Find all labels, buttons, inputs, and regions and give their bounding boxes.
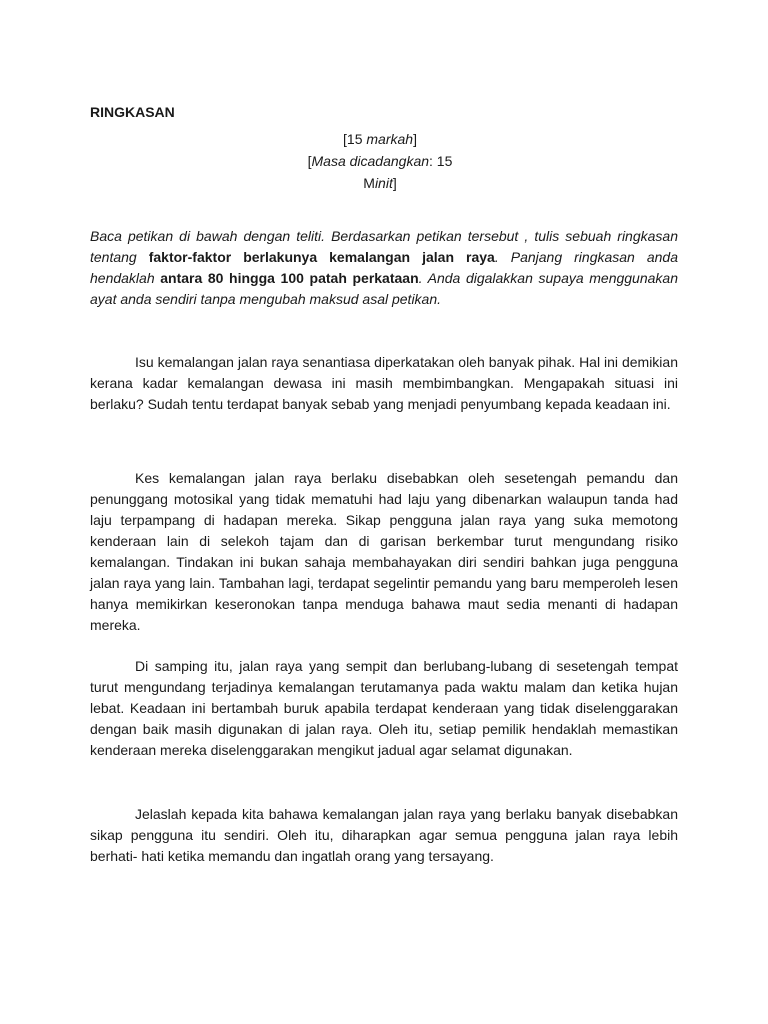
passage-paragraph-4: Jelaslah kepada kita bahawa kemalangan jalan raya yang berlaku banyak disebabkan sikap pengguna itu sendiri. Oleh itu, diharapkan agar semua pengguna jalan raya lebih berhati- hati ketika memandu dan ingatlah orang yang tersayang. [90, 806, 678, 864]
marks-and-time [300, 128, 460, 194]
marks-label: [15 markah] [343, 131, 417, 147]
passage-paragraph-2: Kes kemalangan jalan raya berlaku disebabkan oleh sesetengah pemandu dan penunggang motosikal yang tidak mematuhi had laju yang dibenarkan walaupun tanda had laju terpampang di hadapan mereka. Sikap pengguna jalan raya yang suka memotong kenderaan lain di selekoh tajam dan di garisan berkembar turut mengundang risiko kemalangan. Tindakan ini bukan sahaja membahayakan diri sendiri bahkan juga pengguna jalan raya yang lain. Tambahan lagi, terdapat segelintir pemandu yang baru memperoleh lesen hanya memikirkan keseronokan tanpa menduga bahawa maut sedia menanti di hadapan mereka. [90, 470, 678, 633]
section-title: RINGKASAN [90, 104, 175, 120]
suggested-time: [Masa dicadangkan: 15 Minit] [307, 153, 453, 191]
passage-paragraph-1: Isu kemalangan jalan raya senantiasa diperkatakan oleh banyak pihak. Hal ini demikian kerana kadar kemalangan dewasa ini masih membimbangkan. Mengapakah situasi ini berlaku? Sudah tentu terdapat banyak sebab yang menjadi penyumbang kepada keadaan ini. [90, 354, 678, 412]
instructions: Baca petikan di bawah dengan teliti. Berdasarkan petikan tersebut , tulis sebuah ringkasan tentang faktor-faktor berlakunya kemalangan jalan raya. Panjang ringkasan anda hendaklah antara 80 hingga 100 patah perkataan. Anda digalakkan supaya menggunakan ayat anda sendiri tanpa mengubah maksud asal petikan. [90, 228, 678, 307]
passage-paragraph-3: Di samping itu, jalan raya yang sempit dan berlubang-lubang di sesetengah tempat turut mengundang terjadinya kemalangan terutamanya pada waktu malam dan ketika hujan lebat. Keadaan ini bertambah buruk apabila terdapat kenderaan yang tidak diselenggarakan dengan baik masih digunakan di jalan raya. Oleh itu, setiap pemilik hendaklah memastikan kenderaan mereka diselenggarakan mengikut jadual agar selamat digunakan. [90, 658, 678, 758]
